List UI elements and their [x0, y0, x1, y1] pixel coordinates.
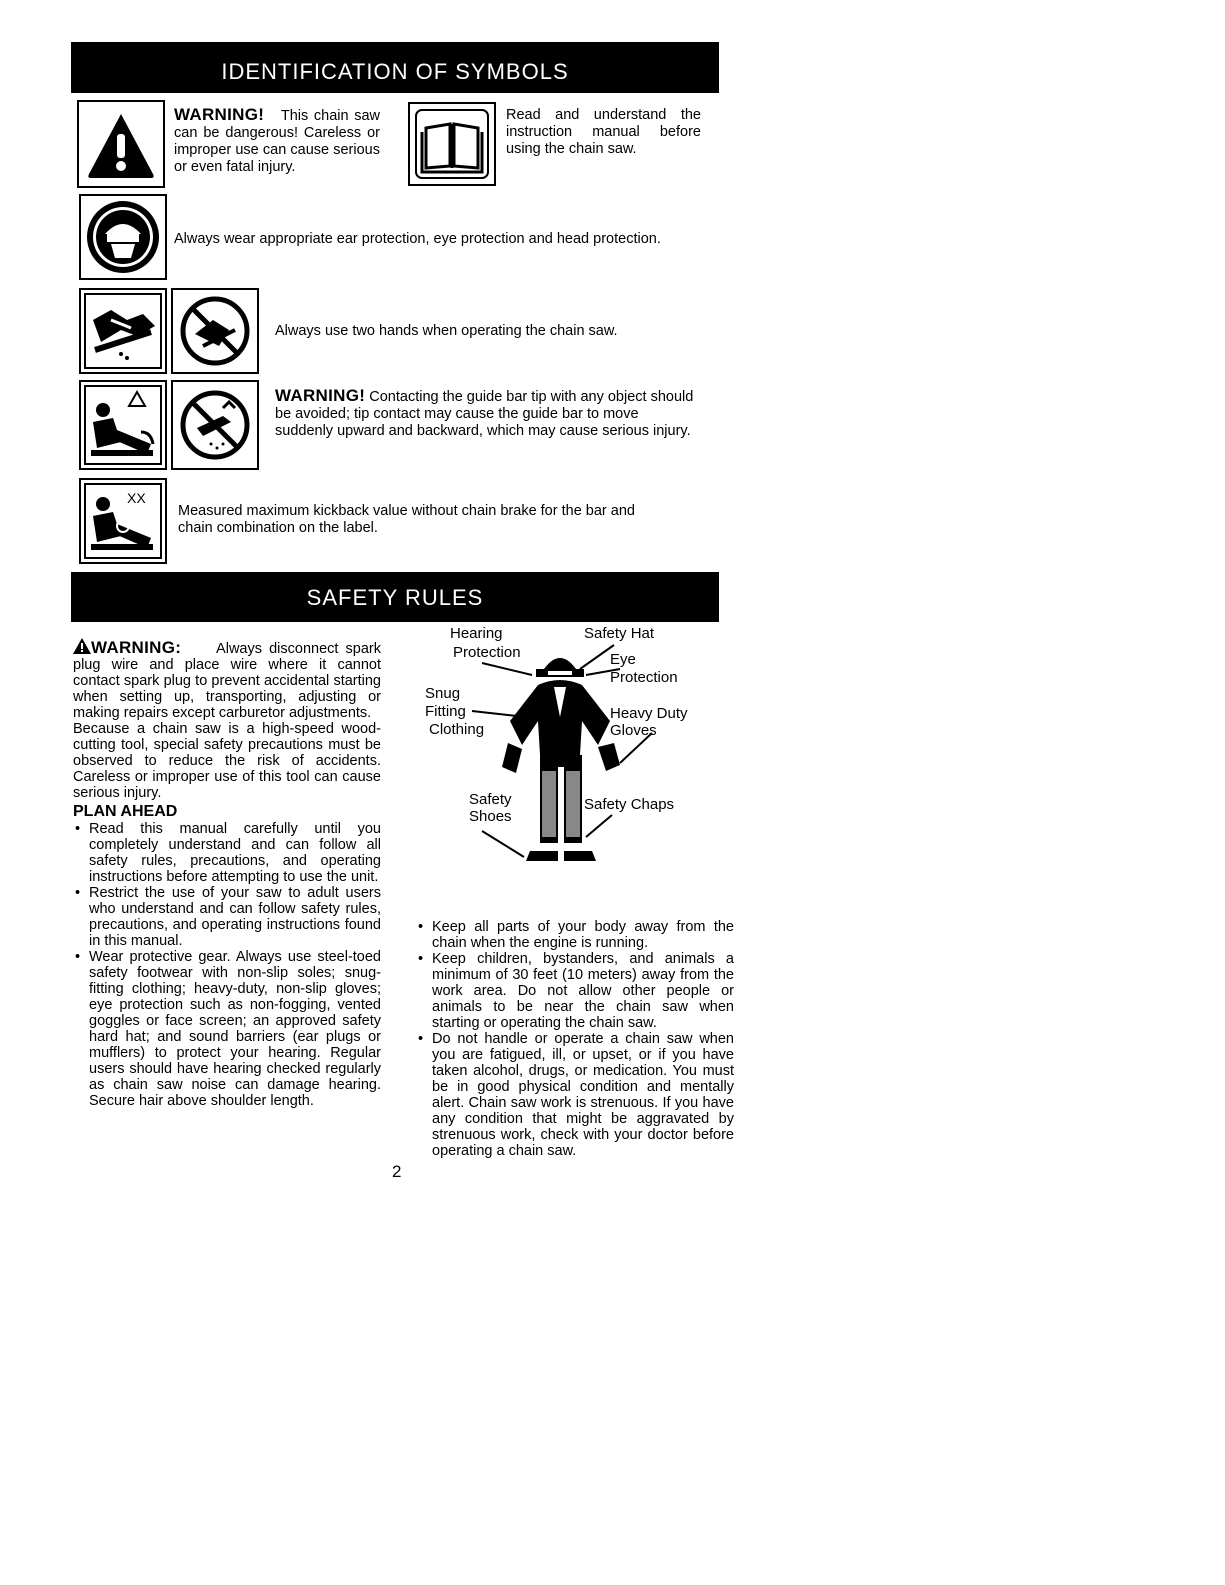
label-safety-hat: Safety Hat — [584, 625, 655, 642]
list-item: • Keep all parts of your body away from the chain when the engine is running. — [416, 919, 734, 951]
warning-text-block — [174, 106, 380, 176]
label-shoes: Shoes — [469, 808, 512, 825]
list-item: • Restrict the use of your saw to adult users who understand and can follow safety rules, precautions, and operating instructions found in this manual. — [73, 885, 381, 949]
protective-gear-figure — [420, 625, 720, 875]
kickback-warning-block — [275, 387, 700, 440]
safety-right-list — [416, 919, 734, 1159]
label-snug-clothing: Clothing — [429, 721, 485, 738]
kickback-value-icon — [79, 478, 167, 564]
symbols-heading: IDENTIFICATION OF SYMBOLS — [71, 42, 719, 93]
list-item: • Wear protective gear. Always use steel-toed safety footwear with non-slip soles; snug-fitting clothing; heavy-duty, non-slip gloves; eye protection such as non-fogging, vented goggles or face screen; an approved safety hard hat; and sound barriers (ear plugs or mufflers) to protect your hearing. Regular users should have hearing checked regularly as chain saw noise can damage hearing. Secure hair above shoulder length. — [73, 949, 381, 1109]
page-number: 2 — [392, 1162, 402, 1181]
plan-ahead-list — [73, 821, 381, 1109]
label-snug-fitting: Fitting — [425, 703, 466, 720]
warning-text: This chain saw can be dangerous! Careless or improper use can cause serious or even fatal injury. — [174, 108, 381, 175]
safety-left-column — [73, 638, 381, 1109]
safety-warning-text: Always disconnect spark plug wire and place wire where it cannot contact spark plug to prevent accidental starting when setting up, transporting, adjusting or making repairs except carburetor adjustments. — [73, 641, 381, 721]
label-hearing: Hearing — [450, 625, 503, 642]
safety-rules-heading: SAFETY RULES — [71, 572, 719, 622]
two-hands-text: Always use two hands when operating the chain saw. — [275, 323, 618, 339]
two-hands-saw-icon — [79, 288, 167, 374]
warning-triangle-small-icon — [73, 638, 91, 654]
list-item: • Keep children, bystanders, and animals a minimum of 30 feet (10 meters) away from the work area. Do not allow other people or animals to be near the chain saw when starting or operating the chain saw. — [416, 951, 734, 1031]
label-gloves: Gloves — [610, 722, 657, 739]
plan-ahead-heading: PLAN AHEAD — [73, 803, 178, 820]
warning-triangle-icon — [77, 100, 165, 188]
safety-right-column — [416, 919, 734, 1159]
label-safety-chaps: Safety Chaps — [584, 796, 675, 813]
kickback-saw-icon — [79, 380, 167, 470]
label-eye-protection: Protection — [610, 669, 678, 686]
label-hearing-protection: Protection — [453, 644, 521, 661]
kickback-value-text: Measured maximum kickback value without chain brake for the bar and chain combination on the label. — [178, 503, 635, 536]
kickback-warning-word: WARNING! — [275, 386, 366, 405]
safety-warning-paragraph — [73, 638, 381, 721]
tip-contact-prohibited-icon — [171, 380, 259, 470]
one-hand-prohibited-icon — [171, 288, 259, 374]
manual-book-icon — [408, 102, 496, 186]
warning-word: WARNING! — [174, 105, 265, 124]
kickback-warning-text: Contacting the guide bar tip with any object should be avoided; tip contact may cause the guide bar to move suddenly upward and backward, which may cause serious injury. — [275, 389, 694, 439]
label-heavy-duty: Heavy Duty — [610, 705, 688, 722]
list-item: • Do not handle or operate a chain saw when you are fatigued, ill, or upset, or if you have taken alcohol, drugs, or medication. You must be in good physical condition and mentally alert. Chain saw work is strenuous. If you have any condition that might be aggravated by strenuous work, check with your doctor before operating a chain saw. — [416, 1031, 734, 1159]
label-safety: Safety — [469, 791, 512, 808]
kickback-value-label: XX — [127, 490, 146, 506]
manual-text: Read and understand the instruction manual before using the chain saw. — [506, 107, 701, 157]
safety-warning-word: WARNING: — [91, 638, 182, 657]
label-eye: Eye — [610, 651, 636, 668]
head-protection-icon — [79, 194, 167, 280]
protection-text: Always wear appropriate ear protection, eye protection and head protection. — [174, 231, 661, 247]
list-item: • Read this manual carefully until you completely understand and can follow all safety rules, precautions, and operating instructions before attempting to use the unit. — [73, 821, 381, 885]
label-snug: Snug — [425, 685, 461, 702]
safety-intro-text: Because a chain saw is a high-speed wood-cutting tool, special safety precautions must be observed to reduce the risk of accidents. Careless or improper use of this tool can cause serious injury. — [73, 721, 381, 801]
